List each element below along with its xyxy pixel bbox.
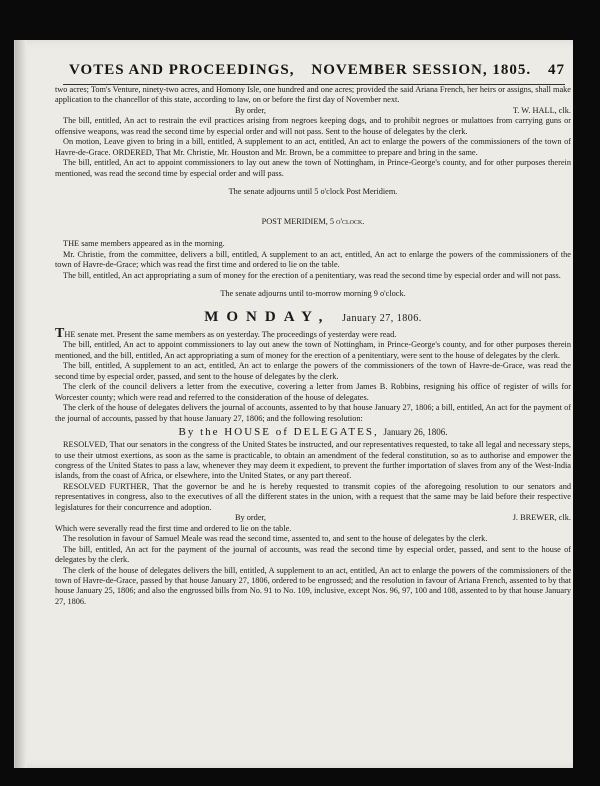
clerk-signature: J. BREWER, clk.: [512, 513, 571, 523]
day-heading: [55, 308, 571, 328]
day-heading-title: MONDAY,: [204, 309, 331, 326]
house-heading: [55, 425, 571, 439]
drop-cap: T: [55, 326, 65, 342]
house-heading-date: January 26, 1806.: [383, 427, 448, 438]
page-number: 47: [548, 62, 565, 78]
section-heading: POST MERIDIEM, 5 o'clock.: [261, 217, 365, 227]
running-header: [69, 62, 565, 79]
paragraph: The bill, entitled, A supplement to an act, entitled, An act to enlarge the powers of the commissioners of the town of Havre-de-Grace, was read the second time by especial order, passed, and sent to the house of delegates by the clerk.: [55, 361, 571, 381]
paragraph: The bill, entitled, An act for the payment of the journal of accounts, was read the second time by especial order, passed, and sent to the house of delegates by the clerk.: [55, 544, 571, 565]
header-title: VOTES AND PROCEEDINGS,: [69, 62, 295, 78]
header-session: NOVEMBER SESSION, 1805.: [311, 62, 532, 78]
paragraph: The clerk of the council delivers a letter from the executive, covering a letter from James B. Robbins, resigning his office of register of wills for Worcester county; which were read and referred to the consideration of the house of delegates.: [55, 382, 571, 402]
day-heading-date: January 27, 1806.: [342, 313, 422, 325]
paragraph: Which were severally read the first time and ordered to lie on the table.: [55, 523, 292, 533]
paragraph: two acres; Tom's Venture, ninety-two acres, and Homony Isle, one hundred and one acres; provided the said Ariana French, her heirs or assigns, shall make application to the chancellor of this state, according to law, on or before the first day of November next.: [55, 85, 571, 105]
signature-line: [55, 513, 571, 523]
paragraph: On motion, Leave given to bring in a bill, entitled, A supplement to an act, entitled, An act to enlarge the powers of the commissioners of the town of Havre-de-Grace. ORDERED, That Mr. Christie, Mr. Houston and Mr. Brown, be a committee to prepare and bring in the same.: [55, 137, 571, 157]
document-page: [14, 40, 573, 768]
paragraph: The bill, entitled, An act to restrain the evil practices arising from negroes keeping dogs, and to prohibit negroes or mulattoes from carrying guns or offensive weapons, was read the second time by especial order and will not pass. Sent to the house of delegates by the clerk.: [55, 116, 571, 136]
paragraph: Mr. Christie, from the committee, delivers a bill, entitled, A supplement to an act, entitled, An act to enlarge the powers of the commissioners of the town of Havre-de-Grace; which was read the first time and ordered to lie on the table.: [55, 249, 571, 270]
document-body: [55, 85, 571, 607]
paragraph: The resolution in favour of Samuel Meale was read the second time, assented to, and sent to the house of delegates by the clerk.: [63, 534, 488, 544]
house-heading-title: By the HOUSE of DELEGATES,: [178, 426, 379, 439]
signature-line: [55, 106, 571, 116]
by-order-text: By order,: [235, 105, 267, 115]
paragraph-text: HE senate met. Present the same members as on yesterday. The proceedings of yesterday were read.: [64, 330, 397, 340]
paragraph: [55, 326, 571, 342]
paragraph: The bill, entitled, An act appropriating a sum of money for the erection of a penitentiary, was read the second time by especial order and will not pass.: [63, 270, 561, 280]
paragraph: The clerk of the house of delegates delivers the journal of accounts, assented to by that house January 27, 1806; a bill, entitled, An act for the payment of the journal of accounts, passed by that house January 27, 1806; and the following resolution:: [55, 403, 571, 423]
paragraph: RESOLVED, That our senators in the congress of the United States be instructed, and our representatives requested, to take all legal and necessary steps, to use their utmost exertions, as soon as the same is practicable, to obtain an amendment of the federal constitution, so as to authorise and empower the congress of the United States to pass a law, whenever they may deem it expedient, to prevent the further importation of slaves from any of the West-India islands, from the coast of Africa, or elsewhere, into the United States, or any part thereof.: [55, 440, 571, 481]
clerk-signature: T. W. HALL, clk.: [512, 105, 571, 115]
paragraph: RESOLVED FURTHER, That the governor be and he is hereby requested to transmit copies of the aforegoing resolution to our senators and representatives in congress, also to the executives of all the different states in the union, with a request that the same may be laid before their respective legislatures for their concurrence and adoption.: [55, 481, 571, 512]
paragraph: The bill, entitled, An act to appoint commissioners to lay out anew the town of Nottingham, in Prince-George's county, and for other purposes therein mentioned, and the bill, entitled, An act appropriating a sum of money for the erection of a penitentiary, were sent to the house of delegates by the clerk.: [55, 340, 571, 360]
paragraph: The clerk of the house of delegates delivers the bill, entitled, A supplement to an act, entitled, An act to enlarge the powers of the commissioners of the town of Havre-de-Grace, passed by that house January 27, 1806, ordered to be engrossed; and the resolution in favour of Ariana French, assented to by that house January 25, 1806; and also the engrossed bills from No. 91 to No. 109, inclusive, except Nos. 96, 97, 100 and 108, assented to by that house January 27, 1806.: [55, 565, 571, 606]
paragraph: The bill, entitled, An act to appoint commissioners to lay out anew the town of Nottingham, in Prince-George's county, and for other purposes therein mentioned, was read the second time by especial order and will pass.: [55, 158, 571, 178]
by-order-text: By order,: [235, 513, 267, 523]
page-gutter-shadow: [15, 40, 27, 768]
adjournment-note: The senate adjourns until 5 o'clock Post Meridiem.: [228, 187, 398, 197]
paragraph: THE same members appeared as in the morning.: [63, 239, 225, 249]
adjournment-note: The senate adjourns until to-morrow morning 9 o'clock.: [220, 289, 406, 299]
